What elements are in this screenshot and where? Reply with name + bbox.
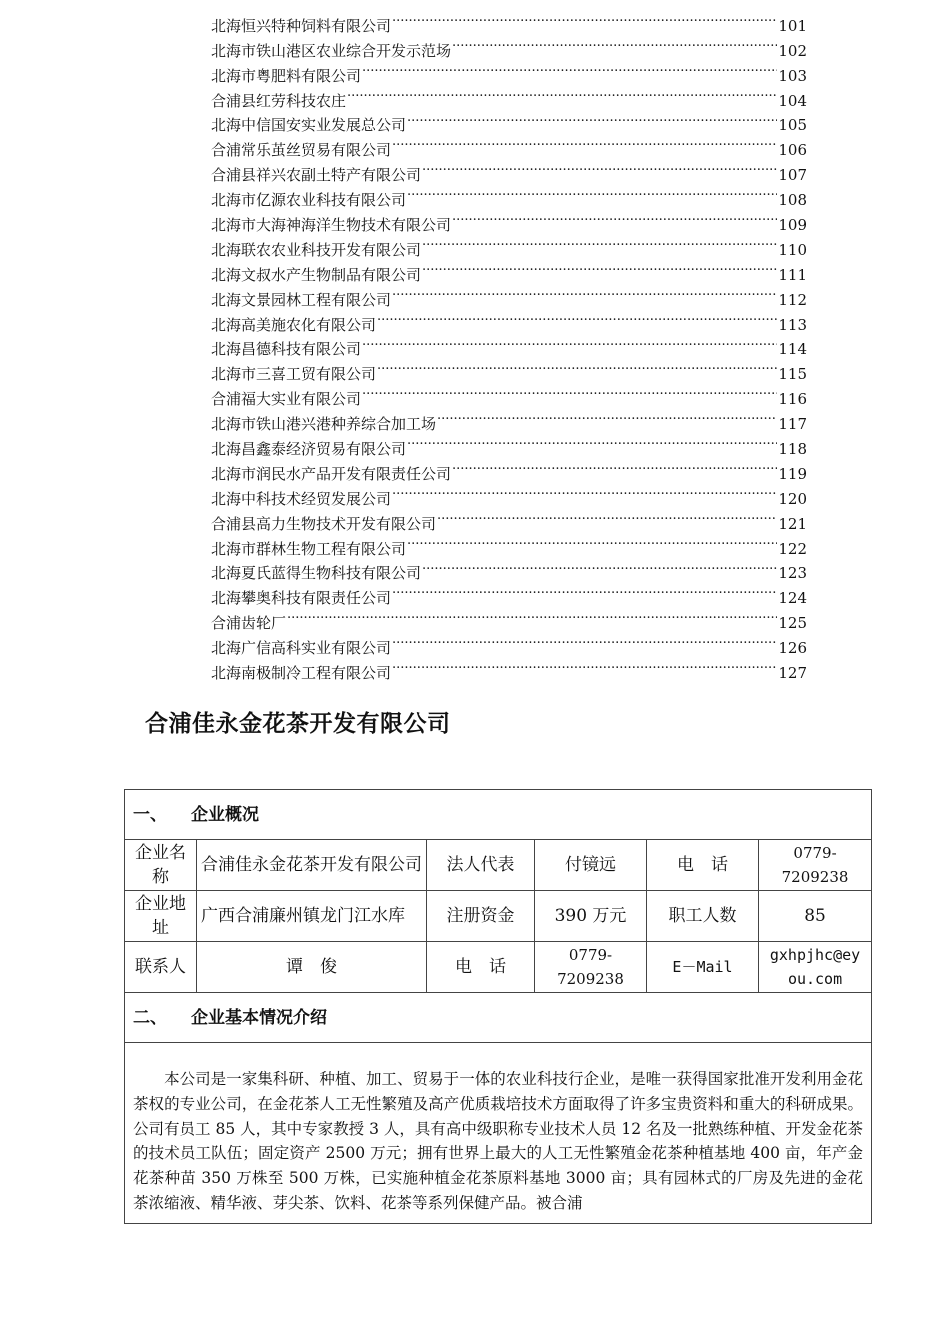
address-value: 广西合浦廉州镇龙门江水库 [197, 891, 427, 942]
toc-dot-leader [422, 230, 777, 255]
company-title: 合浦佳永金花茶开发有限公司 [145, 711, 451, 737]
toc-entry-page: 112 [778, 290, 807, 309]
company-intro-text: 本公司是一家集科研、种植、加工、贸易于一体的农业科技行企业，是唯一获得国家批准开发利用金花茶权的专业公司，在金花茶人工无性繁殖及高产优质栽培技术方面取得了许多宝贵资料和重大的科研成果。公司有员工 85 人，其中专家教授 3 人，具有高中级职称专业技术人员 12 名及一批熟练种植、开发金花茶的技术员工队伍；固定资产 2500 万元；拥有世界上最大的人工无性繁殖金花茶种植基地 400 亩，年产金花茶种苗 350 万株至 500 万株，已实施种植金花茶原料基地 3000 亩；具有园林式的厂房及先进的金花茶浓缩液、精华液、芽尖茶、饮料、花茶等系列保健产品。被合浦 [125, 1043, 872, 1224]
toc-entry[interactable] [211, 628, 807, 658]
toc-entry-page: 106 [778, 141, 807, 160]
table-row [125, 840, 872, 891]
toc-entry-name: 合浦县祥兴农副土特产有限公司 [211, 166, 422, 185]
toc-dot-leader [407, 180, 777, 205]
toc-dot-leader [362, 330, 777, 355]
toc-entry-name: 北海市润民水产品开发有限责任公司 [211, 464, 452, 483]
toc-dot-leader [392, 130, 777, 155]
section-1-title: 企业概况 [191, 804, 259, 825]
toc-dot-leader [452, 31, 777, 56]
toc-entry-name: 北海市铁山港兴港种养综合加工场 [211, 415, 437, 434]
toc-entry-page: 115 [778, 365, 807, 384]
toc-dot-leader [362, 56, 777, 81]
toc-dot-leader [407, 106, 777, 131]
company-info-table [124, 789, 872, 1224]
toc-entry-page: 117 [778, 415, 807, 434]
toc-entry-name: 北海市粤肥料有限公司 [211, 66, 362, 85]
toc-entry-page: 121 [778, 514, 807, 533]
toc-entry-name: 合浦常乐茧丝贸易有限公司 [211, 141, 392, 160]
toc-entry-name: 北海广信高科实业有限公司 [211, 639, 392, 658]
name-label: 企业名称 [125, 840, 197, 891]
staff-label: 职工人数 [647, 891, 759, 942]
toc-entry-page: 123 [778, 564, 807, 583]
toc-entry-page: 109 [778, 216, 807, 235]
toc-dot-leader [437, 504, 777, 529]
toc-entry-name: 北海中科技术经贸发展公司 [211, 489, 392, 508]
toc-entry-name: 合浦县红劳科技农庄 [211, 91, 347, 110]
table-row [125, 1043, 872, 1224]
section-1-number: 一、 [133, 804, 167, 825]
toc-dot-leader [392, 628, 777, 653]
toc-dot-leader [362, 379, 777, 404]
toc-entry-name: 北海文叔水产生物制品有限公司 [211, 265, 422, 284]
toc-entry-name: 北海夏氏蓝得生物科技有限公司 [211, 564, 422, 583]
toc-dot-leader [407, 529, 777, 554]
toc-entry-page: 125 [778, 614, 807, 633]
toc-dot-leader [377, 354, 777, 379]
toc-dot-leader [287, 603, 777, 628]
toc-dot-leader [392, 479, 777, 504]
toc-entry-name: 北海攀奥科技有限责任公司 [211, 589, 392, 608]
staff-value: 85 [759, 891, 872, 942]
toc-entry-name: 北海昌德科技有限公司 [211, 340, 362, 359]
phone-value: 0779-7209238 [759, 840, 872, 891]
toc-entry-page: 101 [778, 16, 807, 35]
toc-entry-page: 127 [778, 664, 807, 683]
toc-entry-page: 110 [778, 240, 807, 259]
phone2-value: 0779-7209238 [535, 942, 647, 993]
section-2-header [125, 993, 872, 1043]
table-of-contents [211, 6, 807, 683]
email-label: E－Mail [647, 942, 759, 993]
toc-entry-page: 107 [778, 166, 807, 185]
name-value: 合浦佳永金花茶开发有限公司 [197, 840, 427, 891]
toc-entry-page: 104 [778, 91, 807, 110]
toc-entry-name: 北海恒兴特种饲料有限公司 [211, 16, 392, 35]
toc-entry-name: 北海市铁山港区农业综合开发示范场 [211, 41, 452, 60]
toc-entry-name: 北海市三喜工贸有限公司 [211, 365, 377, 384]
toc-entry-page: 116 [778, 390, 807, 409]
phone-label: 电 话 [647, 840, 759, 891]
toc-entry-page: 108 [778, 191, 807, 210]
toc-entry-name: 北海昌鑫泰经济贸易有限公司 [211, 440, 407, 459]
toc-entry-name: 合浦福大实业有限公司 [211, 390, 362, 409]
toc-dot-leader [452, 205, 777, 230]
toc-entry-name: 北海文景园林工程有限公司 [211, 290, 392, 309]
toc-entry-name: 北海市群林生物工程有限公司 [211, 539, 407, 558]
section-2-title: 企业基本情况介绍 [191, 1007, 327, 1028]
toc-dot-leader [377, 305, 777, 330]
toc-entry-name: 合浦齿轮厂 [211, 614, 287, 633]
toc-entry-name: 北海高美施农化有限公司 [211, 315, 377, 334]
table-row [125, 942, 872, 993]
phone2-label: 电 话 [427, 942, 535, 993]
toc-dot-leader [392, 653, 777, 678]
legal-rep-label: 法人代表 [427, 840, 535, 891]
toc-entry-name: 北海联农农业科技开发有限公司 [211, 240, 422, 259]
toc-entry-page: 126 [778, 639, 807, 658]
email-value: gxhpjhc@eyou.com [759, 942, 872, 993]
toc-entry-page: 119 [778, 464, 807, 483]
capital-label: 注册资金 [427, 891, 535, 942]
legal-rep-value: 付镜远 [535, 840, 647, 891]
toc-entry-page: 113 [778, 315, 807, 334]
toc-entry-name: 合浦县高力生物技术开发有限公司 [211, 514, 437, 533]
toc-entry-name: 北海中信国安实业发展总公司 [211, 116, 407, 135]
table-row [125, 891, 872, 942]
contact-value: 谭 俊 [197, 942, 427, 993]
section-1-header [125, 790, 872, 840]
toc-dot-leader [392, 280, 777, 305]
toc-entry-page: 120 [778, 489, 807, 508]
section-2-number: 二、 [133, 1007, 167, 1028]
toc-entry-page: 124 [778, 589, 807, 608]
contact-label: 联系人 [125, 942, 197, 993]
toc-entry-name: 北海南极制冷工程有限公司 [211, 664, 392, 683]
toc-dot-leader [422, 554, 777, 579]
address-label: 企业地址 [125, 891, 197, 942]
toc-dot-leader [347, 81, 777, 106]
toc-dot-leader [422, 255, 777, 280]
toc-entry-page: 105 [778, 116, 807, 135]
toc-dot-leader [392, 578, 777, 603]
toc-entry-page: 103 [778, 66, 807, 85]
toc-entry-name: 北海市大海神海洋生物技术有限公司 [211, 216, 452, 235]
toc-entry-name: 北海市亿源农业科技有限公司 [211, 191, 407, 210]
toc-dot-leader [452, 454, 777, 479]
toc-dot-leader [407, 429, 777, 454]
toc-entry[interactable] [211, 6, 807, 35]
toc-dot-leader [437, 404, 777, 429]
toc-entry[interactable] [211, 603, 807, 633]
toc-entry-page: 122 [778, 539, 807, 558]
toc-dot-leader [422, 155, 777, 180]
toc-entry-page: 111 [778, 265, 807, 284]
toc-entry-page: 102 [778, 41, 807, 60]
toc-entry-page: 114 [778, 340, 807, 359]
toc-dot-leader [392, 6, 777, 31]
toc-entry-page: 118 [778, 440, 807, 459]
capital-value: 390 万元 [535, 891, 647, 942]
